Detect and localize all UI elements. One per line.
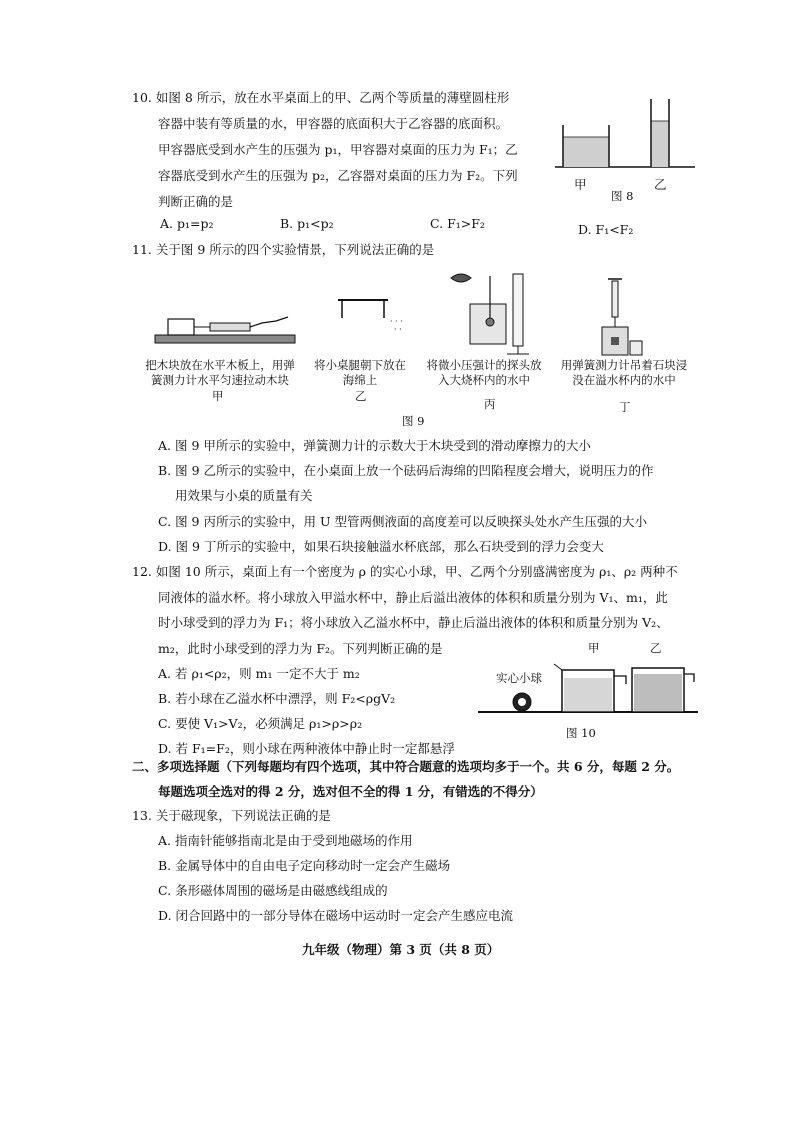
q13-stem: 13. 关于磁现象，下列说法正确的是 — [132, 808, 331, 823]
fig9-caption-bing: 将微小压强计的探头放入大烧杯内的水中 — [426, 358, 542, 387]
q13-option-b: B. 金属导体中的自由电子定向移动时一定会产生磁场 — [158, 858, 451, 873]
figure-9-jia — [150, 305, 300, 350]
figure-10 — [478, 650, 698, 718]
figure-8 — [555, 95, 695, 175]
fig9-caption: 图 9 — [402, 414, 425, 428]
svg-text:· · ·: · · · — [390, 317, 403, 326]
fig9-label-ding: 丁 — [619, 400, 631, 414]
fig10-label-jia: 甲 — [588, 641, 600, 655]
figure-9-bing — [445, 268, 540, 358]
fig9-caption-jia: 把木块放在水平木板上，用弹簧测力计水平匀速拉动木块 — [145, 358, 295, 387]
q10-line-1: 10. 如图 8 所示，放在水平桌面上的甲、乙两个等质量的薄壁圆柱形 — [132, 90, 510, 105]
q10-option-a: A. p₁=p₂ — [160, 216, 214, 231]
q10-line-5: 判断正确的是 — [158, 194, 234, 209]
q12-line-3: 时小球受到的浮力为 F₁；将小球放入乙溢水杯中，静止后溢出液体的体积和质量分别为 V₂、 — [158, 615, 669, 630]
q10-line-4: 容器底受到水产生的压强为 p₂，乙容器对桌面的压力为 F₂。下列 — [158, 168, 518, 183]
q12-line-4: m₂，此时小球受到的浮力为 F₂。下列判断正确的是 — [158, 641, 443, 656]
q12-option-d: D. 若 F₁=F₂，则小球在两种液体中静止时一定都悬浮 — [158, 741, 455, 756]
section2-heading: 二、多项选择题（下列每题均有四个选项，其中符合题意的选项均多于一个。共 6 分，每题 2 分。 — [132, 759, 680, 774]
q11-option-b-cont: 用效果与小桌的质量有关 — [175, 488, 313, 503]
svg-text:· ·: · · — [394, 325, 402, 334]
q13-option-a: A. 指南针能够指南北是由于受到地磁场的作用 — [158, 833, 413, 848]
fig9-label-bing: 丙 — [484, 397, 496, 411]
q10-option-b: B. p₁<p₂ — [280, 216, 334, 231]
q12-option-c: C. 要使 V₁>V₂，必须满足 ρ₁>ρ>ρ₂ — [158, 716, 363, 731]
fig8-label-yi: 乙 — [654, 177, 667, 192]
fig10-ball-label: 实心小球 — [496, 671, 542, 685]
q11-option-b: B. 图 9 乙所示的实验中，在小桌面上放一个砝码后海绵的凹陷程度会增大，说明压力的作 — [158, 463, 654, 478]
fig9-caption-ding: 用弹簧测力计吊着石块浸没在溢水杯内的水中 — [560, 358, 688, 387]
q11-option-a: A. 图 9 甲所示的实验中，弹簧测力计的示数大于木块受到的滑动摩擦力的大小 — [158, 438, 591, 453]
q13-option-d: D. 闭合回路中的一部分导体在磁场中运动时一定会产生感应电流 — [158, 908, 514, 923]
q12-line-1: 12. 如图 10 所示，桌面上有一个密度为 ρ 的实心小球，甲、乙两个分别盛满密度为 ρ₁、ρ₂ 两种不 — [132, 564, 678, 579]
q10-option-d: D. F₁<F₂ — [578, 222, 634, 237]
q12-line-2: 同液体的溢水杯。将小球放入甲溢水杯中，静止后溢出液体的体积和质量分别为 V₁、m₁，此 — [158, 590, 668, 605]
fig9-caption-yi: 将小桌腿朝下放在海绵上 — [314, 358, 406, 387]
fig9-label-yi: 乙 — [355, 389, 367, 403]
q12-option-b: B. 若小球在乙溢水杯中漂浮，则 F₂<ρgV₂ — [158, 691, 396, 706]
figure-9-ding — [596, 275, 651, 360]
q11-option-c: C. 图 9 丙所示的实验中，用 U 型管两侧液面的高度差可以反映探头处水产生压强的大小 — [158, 514, 647, 529]
q13-option-c: C. 条形磁体周围的磁场是由磁感线组成的 — [158, 883, 388, 898]
q10-line-3: 甲容器底受到水产生的压强为 p₁，甲容器对桌面的压力为 F₁；乙 — [158, 142, 518, 157]
fig9-label-jia: 甲 — [212, 389, 224, 403]
fig10-label-yi: 乙 — [650, 641, 662, 655]
q10-option-c: C. F₁>F₂ — [430, 216, 485, 231]
q10-line-2: 容器中装有等质量的水，甲容器的底面积大于乙容器的底面积。 — [158, 116, 509, 131]
fig8-label-jia: 甲 — [574, 177, 587, 192]
q11-stem: 11. 关于图 9 所示的四个实验情景，下列说法正确的是 — [132, 242, 435, 257]
q11-option-d: D. 图 9 丁所示的实验中，如果石块接触溢水杯底部，那么石块受到的浮力会变大 — [158, 539, 604, 554]
fig8-caption: 图 8 — [611, 189, 634, 203]
fig10-caption: 图 10 — [566, 726, 596, 740]
page-footer: 九年级（物理）第 3 页（共 8 页） — [302, 942, 500, 957]
section2-heading-cont: 每题选项全选对的得 2 分，选对但不全的得 1 分，有错选的不得分） — [158, 784, 543, 799]
figure-9-yi — [328, 292, 418, 342]
q12-option-a: A. 若 ρ₁<ρ₂，则 m₁ 一定不大于 m₂ — [158, 666, 360, 681]
